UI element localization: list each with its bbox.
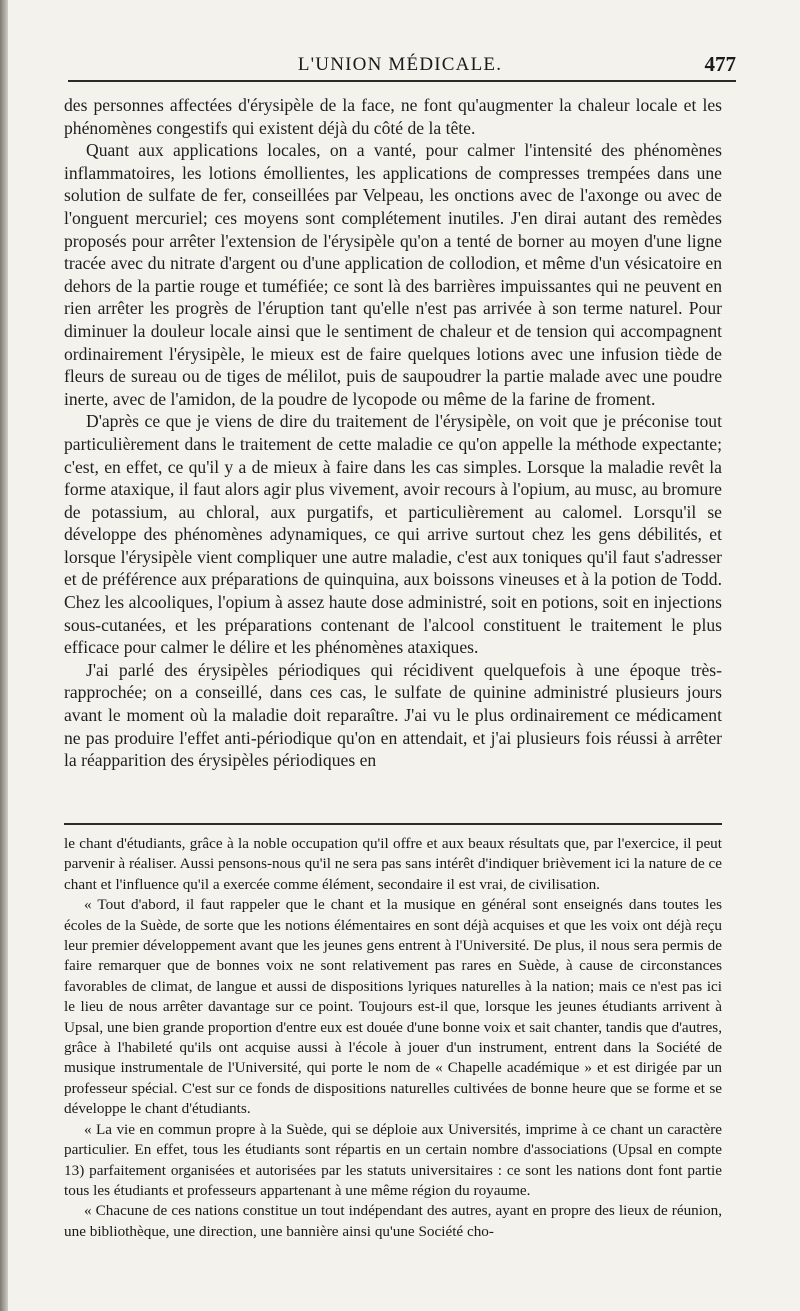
main-text — [64, 94, 722, 772]
footnote-paragraph: « Tout d'abord, il faut rappeler que le chant et la musique en général sont enseignés dans toutes les écoles de la Suède, de sorte que les notions élémentaires en sont déjà acquises et que les voix ont déjà reçu leur premier développement avant que les jeunes gens entrent à l'Université. De plus, il nous sera permis de faire remarquer que de bonnes voix ne sont relativement pas rares en Suède, à cause de circonstances favorables de climat, de langue et aussi de dispositions lyriques naturelles à la nation; mais ce n'est pas ici le lieu de nous arrêter davantage sur ce point. Toujours est-il que, lorsque les jeunes étudiants arrivent à Upsal, une bien grande proportion d'entre eux est douée d'une bonne voix et sait chanter, tandis que d'autres, grâce à l'habileté qu'ils ont acquise aussi à l'école à jouer d'un instrument, entrent dans la Société de musique instrumentale de l'Université, qui porte le nom de « Chapelle académique » et est dirigée par un professeur spécial. C'est sur ce fonds de dispositions naturelles cultivées de bonne heure que se forme et se développe le chant d'étudiants. — [64, 896, 722, 1118]
page-edge-shadow — [0, 0, 8, 1311]
body-paragraph: D'après ce que je viens de dire du traitement de l'érysipèle, on voit que je préconise tout particulièrement dans le traitement de cette maladie ce qu'on appelle la méthode expectante; c'est, en effet, ce qu'il y a de mieux à faire dans les cas simples. Lorsque la maladie revêt la forme ataxique, il faut alors agir plus vivement, avoir recours à l'opium, au musc, au bromure de potassium, au chloral, aux purgatifs, et particulièrement au calomel. Lorsqu'il se développe des phénomènes adynamiques, ce qui arrive surtout chez les gens débilités, et lorsque l'érysipèle vient compliquer une autre maladie, c'est aux toniques qu'il faut s'adresser et de préférence aux préparations de quinquina, aux boissons vineuses et à la potion de Todd. Chez les alcooliques, l'opium à assez haute dose administré, soit en potions, soit en injections sous-cutanées, et les préparations contenant de l'alcool constituent le traitement le plus efficace pour calmer le délire et les phénomènes ataxiques. — [64, 411, 722, 658]
body-paragraph: J'ai parlé des érysipèles périodiques qui récidivent quelquefois à une époque très-rapprochée; on a conseillé, dans ces cas, le sulfate de quinine administré plusieurs jours avant le moment où la maladie doit reparaître. J'ai vu le plus ordinairement ce médicament ne pas produire l'effet anti-périodique qu'on en attendait, et j'ai plusieurs fois réussi à arrêter la réapparition des érysipèles périodiques en — [64, 659, 722, 771]
running-head — [64, 50, 736, 80]
page-number: 477 — [704, 52, 736, 76]
footnote-paragraph: le chant d'étudiants, grâce à la noble occupation qu'il offre et aux beaux résultats que, par l'exercice, il peut parvenir à réaliser. Aussi pensons-nous qu'il ne sera pas sans intérêt d'indiquer brièvement ici la nature de ce chant et l'influence qu'il a exercée comme élément, secondaire il est vrai, de civilisation. — [64, 835, 722, 893]
body-paragraph: Quant aux applications locales, on a vanté, pour calmer l'intensité des phénomènes inflammatoires, les lotions émollientes, les applications de compresses trempées dans une solution de sulfate de fer, conseillées par Velpeau, les onctions avec de l'axonge ou avec de l'onguent mercuriel; ces moyens sont complétement inutiles. J'en dirai autant des remèdes proposés pour arrêter l'extension de l'érysipèle qu'on a tenté de borner au moyen d'une ligne tracée avec du nitrate d'argent ou d'une application de collodion, et même d'un vésicatoire en dehors de la partie rouge et tuméfiée; ce sont là des barrières impuissantes qui ne peuvent en rien arrêter les progrès de l'éruption tant qu'elle n'est pas arrivée à son terme naturel. Pour diminuer la douleur locale ainsi que le sentiment de chaleur et de tension qui accompagnent ordinairement l'érysipèle, le mieux est de faire quelques lotions avec une infusion tiède de fleurs de sureau ou de tiges de mélilot, puis de saupoudrer la partie malade avec une poudre inerte, avec de l'amidon, de la poudre de lycopode ou même de la farine de froment. — [64, 140, 722, 409]
footnote-paragraph: « Chacune de ces nations constitue un tout indépendant des autres, ayant en propre des lieux de réunion, une bibliothèque, une direction, une bannière ainsi qu'une Société cho- — [64, 1202, 722, 1240]
header-rule — [68, 80, 736, 82]
footnotes — [64, 834, 722, 1242]
footnote-paragraph: « La vie en commun propre à la Suède, qui se déploie aux Universités, imprime à ce chant un caractère particulier. En effet, tous les étudiants sont répartis en un certain nombre d'associations (Upsal en compte 13) parfaitement organisées et autorisées par les statuts universitaires : ce sont les nations dont font partie tous les étudiants et professeurs appartenant à une même région du royaume. — [64, 1120, 722, 1199]
footnote-rule — [64, 823, 722, 825]
body-paragraph: des personnes affectées d'érysipèle de la face, ne font qu'augmenter la chaleur locale et les phénomènes congestifs qui existent déjà du côté de la tête. — [64, 95, 722, 138]
running-title: L'UNION MÉDICALE. — [297, 54, 503, 75]
